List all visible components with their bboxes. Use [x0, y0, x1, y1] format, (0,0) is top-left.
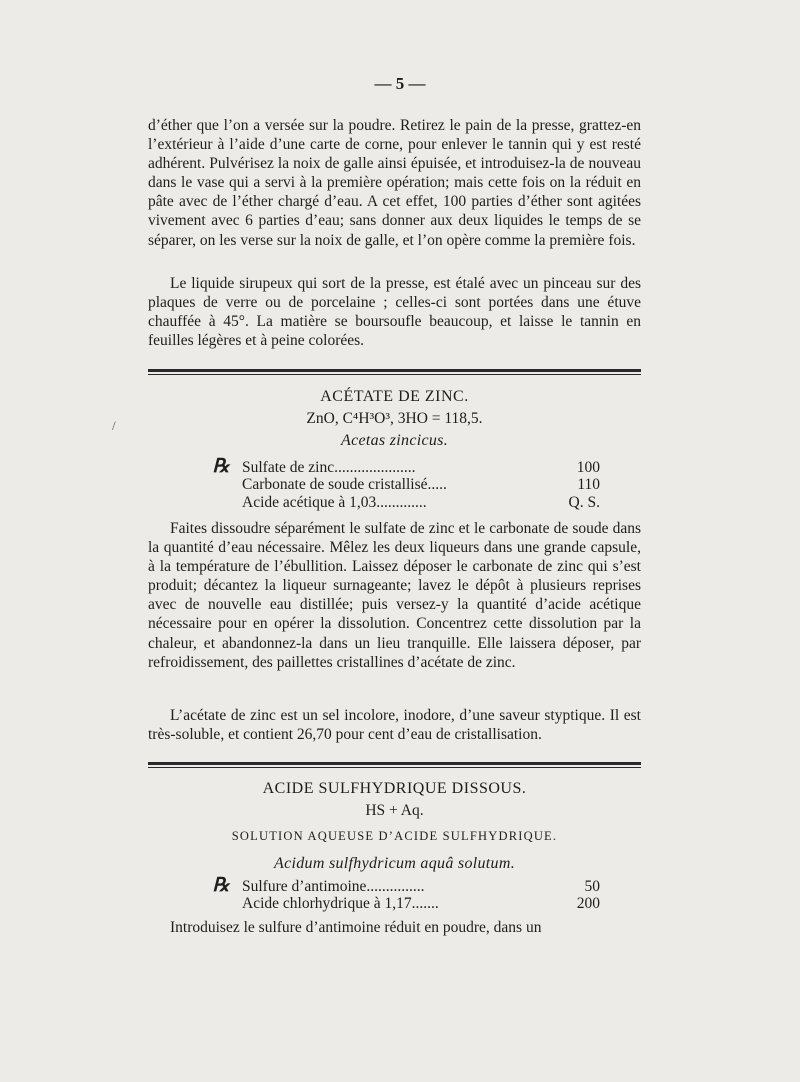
- zinc-recipe: [200, 458, 600, 512]
- ingredient-qty: 200: [576, 895, 600, 912]
- hs-paragraph-1: Introduisez le sulfure d’antimoine réduit en poudre, dans un: [170, 919, 542, 936]
- hs-recipe: [200, 877, 600, 913]
- recipe-row: [200, 877, 600, 895]
- hs-latin-name: Acidum sulfhydricum aquâ solutum.: [274, 855, 515, 872]
- margin-mark: /: [112, 418, 116, 433]
- zinc-title: ACÉTATE DE ZINC.: [320, 388, 469, 405]
- intro-paragraph-2: Le liquide sirupeux qui sort de la presse, est étalé avec un pinceau sur des plaques de verre ou de porcelaine ; celles-ci sont portées dans une étuve chauffée à 45°. La matière se boursoufle beaucoup, et laisse le tannin en feuilles légères et à peine colorées.: [148, 275, 641, 350]
- recipe-symbol: ℞: [212, 456, 230, 477]
- zinc-formula: ZnO, C⁴H³O³, 3HO = 118,5.: [306, 410, 483, 427]
- intro-paragraph-1: d’éther que l’on a versée sur la poudre. Retirez le pain de la presse, grattez-en l’extérieur à l’aide d’une carte de corne, pour enlever le tannin qui y est resté adhérent. Pulvérisez la noix de galle ainsi épuisée, et introduisez-la de nouveau dans le vase qui a servi à la première opération; mais cette fois on la réduit en pâte avec de l’éther chargé d’eau. A cet effet, 100 parties d’éther sont agitées vivement avec 6 parties d’eau; sans donner aux deux liquides le temps de se séparer, on les verse sur la noix de galle, et l’on opère comme la première fois.: [148, 117, 641, 249]
- zinc-paragraph-2: L’acétate de zinc est un sel incolore, inodore, d’une saveur styptique. Il est très-soluble, et contient 26,70 pour cent d’eau de cristallisation.: [148, 707, 641, 744]
- ingredient-name: Carbonate de soude cristallisé.....: [242, 476, 447, 493]
- ingredient-name: Acide chlorhydrique à 1,17.......: [242, 895, 439, 912]
- recipe-row: [200, 494, 600, 512]
- zinc-latin-name: Acetas zincicus.: [341, 432, 448, 449]
- ingredient-qty: 100: [576, 459, 600, 476]
- ingredient-name: Sulfure d’antimoine...............: [242, 878, 425, 895]
- recipe-row: [200, 476, 600, 494]
- ingredient-qty: Q. S.: [568, 494, 600, 511]
- recipe-symbol: ℞: [212, 875, 230, 896]
- zinc-paragraph-1: Faites dissoudre séparément le sulfate de zinc et le carbonate de soude dans la quantité d’eau nécessaire. Mêlez les deux liqueurs dans une grande capsule, à la température de l’ébullition. Laissez déposer le carbonate de zinc qui s’est produit; décantez la liqueur surnageante; lavez le dépôt à plusieurs reprises avec de nouvelle eau distillée; puis versez-y la quantité d’acide acétique nécessaire pour en opérer la dissolution. Concentrez cette dissolution par la chaleur, et abandonnez-la dans un lieu tranquille. Elle laissera déposer, par refroidissement, des paillettes cristallines d’acétate de zinc.: [148, 520, 641, 671]
- ingredient-qty: 110: [577, 476, 600, 493]
- page-number: — 5 —: [374, 74, 426, 93]
- ingredient-name: Sulfate de zinc.....................: [242, 459, 416, 476]
- recipe-row: [200, 458, 600, 476]
- recipe-row: [200, 895, 600, 913]
- hs-subtitle: SOLUTION AQUEUSE D’ACIDE SULFHYDRIQUE.: [231, 829, 558, 843]
- hs-formula: HS + Aq.: [365, 802, 424, 819]
- section-divider: [148, 762, 641, 768]
- ingredient-name: Acide acétique à 1,03.............: [242, 494, 427, 511]
- hs-title: ACIDE SULFHYDRIQUE DISSOUS.: [262, 780, 527, 797]
- ingredient-qty: 50: [584, 878, 600, 895]
- section-divider: [148, 369, 641, 375]
